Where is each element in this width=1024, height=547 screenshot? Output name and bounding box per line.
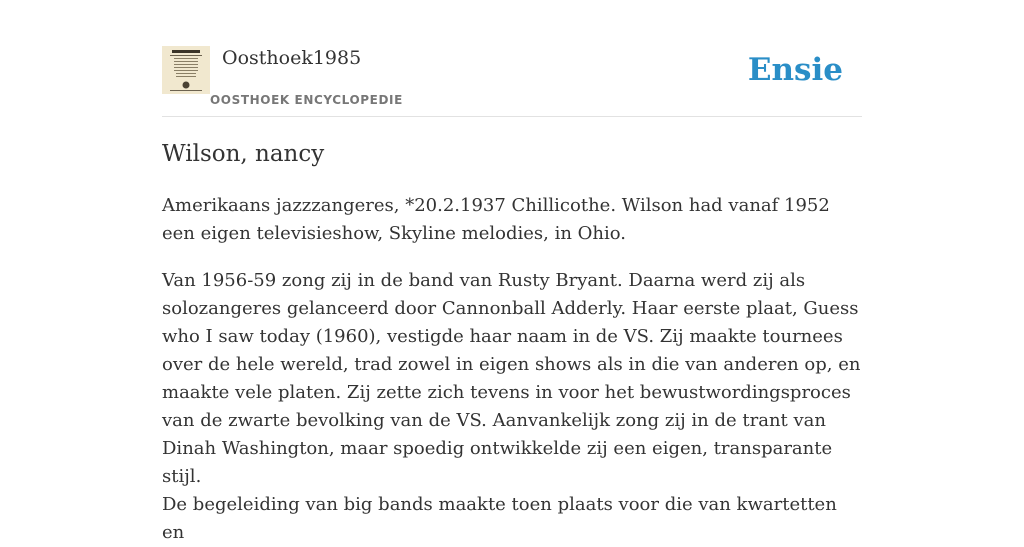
encyclopedia-cover-icon <box>162 46 210 94</box>
article-title: Wilson, nancy <box>162 141 325 167</box>
header <box>162 0 862 117</box>
article-paragraph: Van 1956-59 zong zij in de band van Rusty Bryant. Daarna werd zij als solozangeres gelanceerd door Cannonball Adderly. Haar eerste plaat, Guess who I saw today (1960), vestigde haar naam in de VS. Zij maakte tournees over de hele wereld, trad zowel in eigen shows als in die van anderen op, en maakte vele platen. Zij zette zich tevens in voor het bewustwordingsproces van de zwarte bevolking van de VS. Aanvankelijk zong zij in de trant van Dinah Washington, maar spoedig ontwikkelde zij een eigen, transparante stijl. <box>162 270 861 487</box>
article-paragraph: Amerikaans jazzzangeres, *20.2.1937 Chillicothe. Wilson had vanaf 1952 een eigen televisieshow, Skyline melodies, in Ohio. <box>162 195 830 244</box>
author-link[interactable]: Oosthoek1985 <box>222 47 362 69</box>
page-container <box>162 0 862 543</box>
article-paragraph: De begeleiding van big bands maakte toen plaats voor die van kwartetten en <box>162 494 837 543</box>
brand-logo[interactable]: Ensie <box>747 52 843 88</box>
avatar[interactable] <box>162 46 210 94</box>
source-label: OOSTHOEK ENCYCLOPEDIE <box>210 93 403 107</box>
